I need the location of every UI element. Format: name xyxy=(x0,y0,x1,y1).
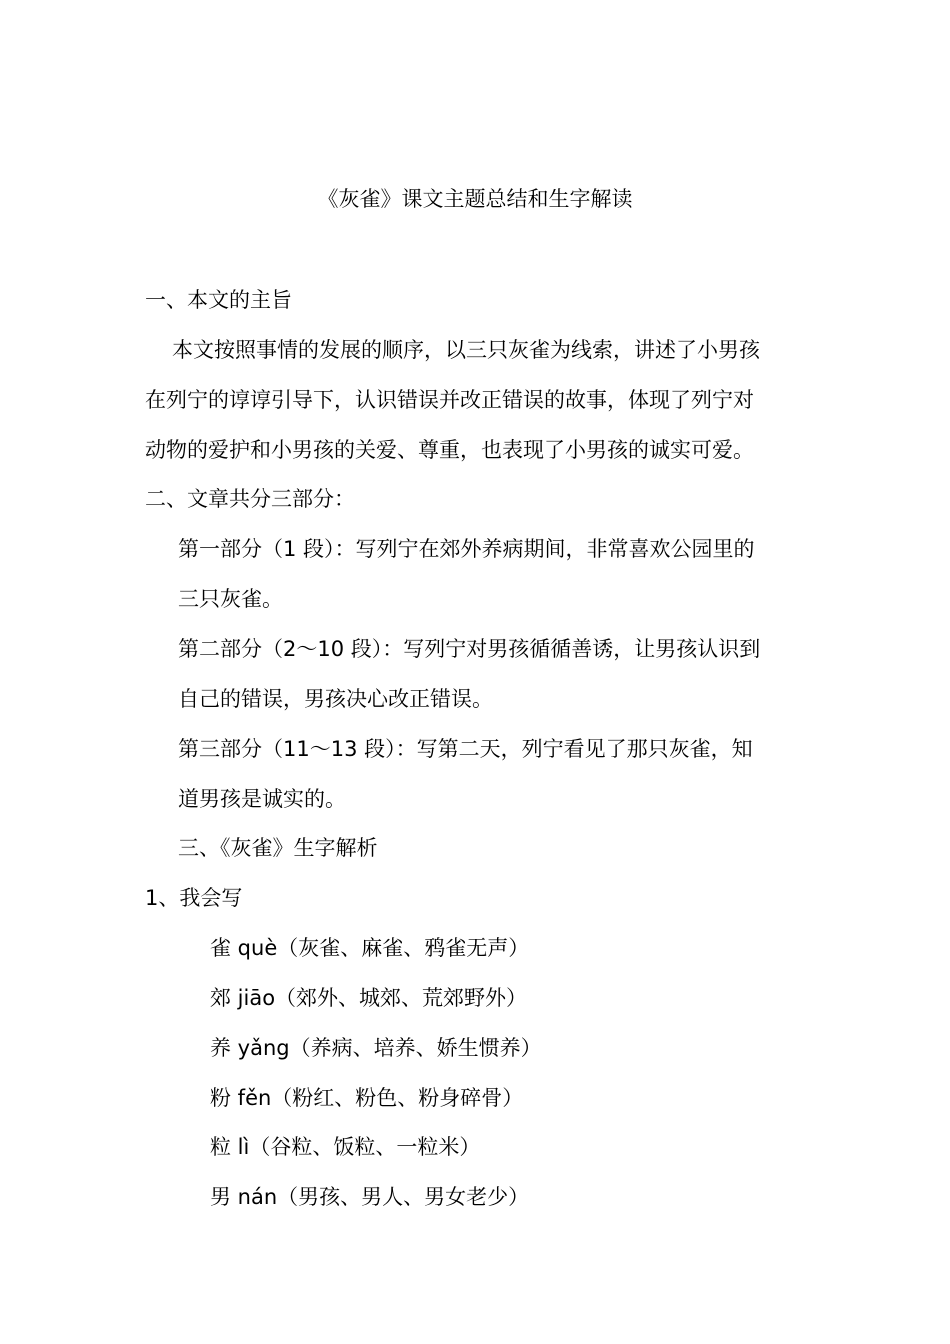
section1-heading: 一、本文的主旨 xyxy=(145,288,292,312)
part3-line-2: 道男孩是诚实的。 xyxy=(178,787,346,811)
section1-paragraph-line-1: 本文按照事情的发展的顺序，以三只灰雀为线索，讲述了小男孩 xyxy=(172,338,760,362)
character-entry-yang: 养 yǎng（养病、培养、娇生惯养） xyxy=(210,1036,542,1060)
character-entry-fen: 粉 fěn（粉红、粉色、粉身碎骨） xyxy=(210,1086,524,1110)
section2-heading: 二、文章共分三部分： xyxy=(145,487,355,511)
character-entry-li: 粒 lì（谷粒、饭粒、一粒米） xyxy=(210,1135,481,1159)
section1-paragraph-line-3: 动物的爱护和小男孩的关爱、尊重，也表现了小男孩的诚实可爱。 xyxy=(145,438,754,462)
character-entry-que: 雀 què（灰雀、麻雀、鸦雀无声） xyxy=(210,936,530,960)
part3-line-1: 第三部分（11～13 段）：写第二天，列宁看见了那只灰雀，知 xyxy=(178,737,753,761)
part1-line-2: 三只灰雀。 xyxy=(178,587,283,611)
section1-paragraph-line-2: 在列宁的谆谆引导下，认识错误并改正错误的故事，体现了列宁对 xyxy=(145,388,754,412)
section3-heading: 三、《灰雀》生字解析 xyxy=(178,836,378,860)
part1-line-1: 第一部分（1 段）：写列宁在郊外养病期间，非常喜欢公园里的 xyxy=(178,537,755,561)
document-title: 《灰雀》课文主题总结和生字解读 xyxy=(317,187,633,211)
part2-line-2: 自己的错误，男孩决心改正错误。 xyxy=(178,687,493,711)
character-entry-nan: 男 nán（男孩、男人、男女老少） xyxy=(210,1185,530,1209)
part2-line-1: 第二部分（2～10 段）：写列宁对男孩循循善诱，让男孩认识到 xyxy=(178,637,761,661)
character-entry-jiao: 郊 jiāo（郊外、城郊、荒郊野外） xyxy=(210,986,528,1010)
section3-subheading: 1、我会写 xyxy=(145,886,243,910)
